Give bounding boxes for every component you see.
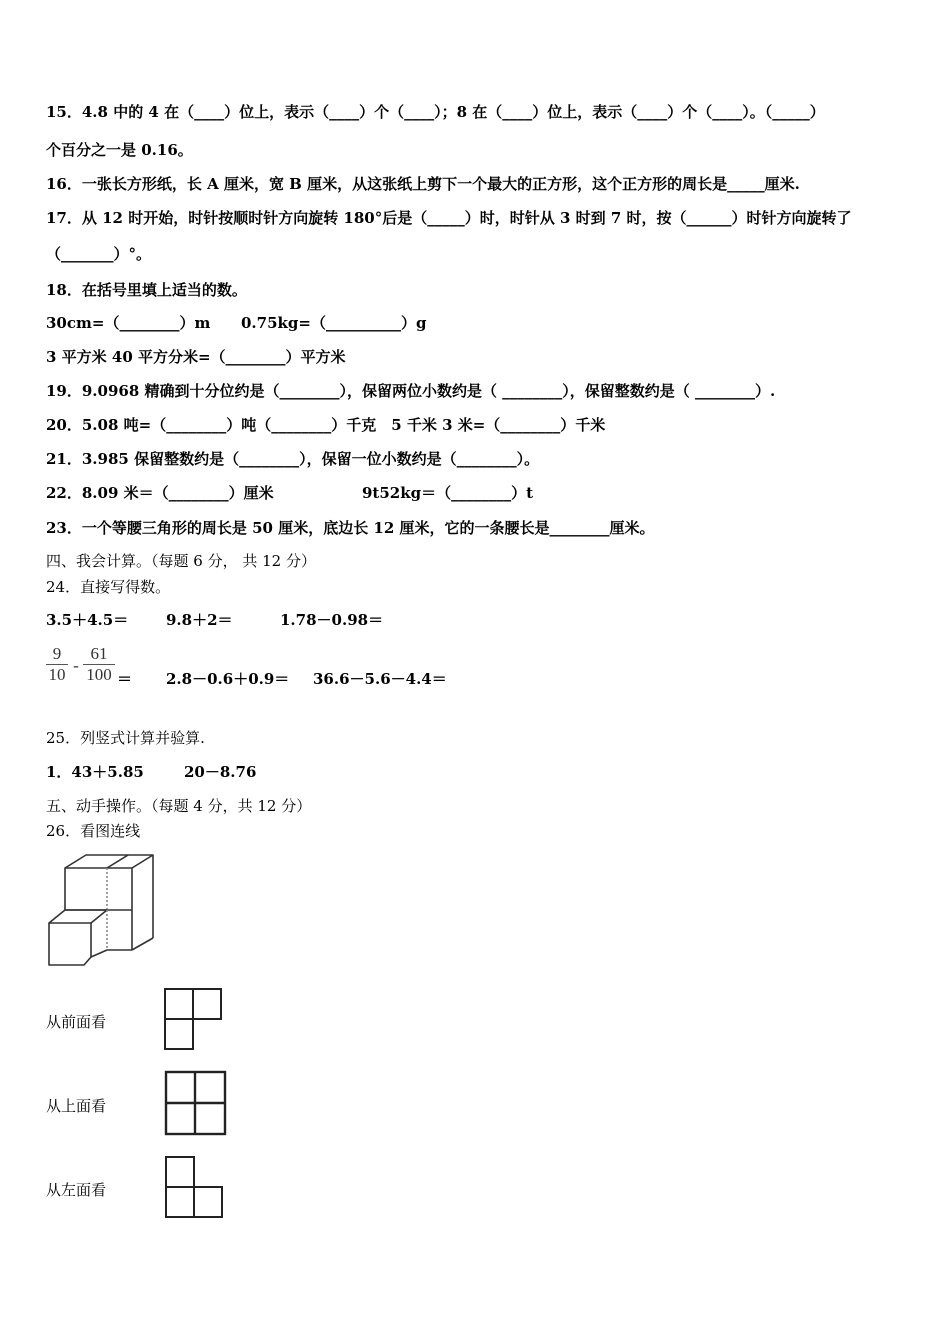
q25-item-2: 20－8.76 — [184, 763, 257, 781]
q25-item-1: 1．43＋5.85 — [46, 763, 144, 781]
q17-line2: （_______）°。 — [46, 245, 152, 263]
q20: 20．5.08 吨=（________）吨（________）千克 5 千米 3 米=（________）千米 — [46, 416, 606, 434]
q24-expr-1: 3.5＋4.5＝ — [46, 611, 129, 629]
section5-heading: 五、动手操作。（每题 4 分，共 12 分） — [46, 797, 312, 815]
q24-expr-2: 9.8＋2＝ — [166, 611, 233, 629]
fraction-denominator: 10 — [46, 664, 68, 685]
minus-sign: - — [73, 656, 79, 675]
q24-frac-equals: ＝ — [117, 670, 133, 688]
q24-expr-3: 1.78－0.98＝ — [280, 611, 384, 629]
q18-row1a: 30cm=（________）m — [46, 314, 211, 332]
top-view-diagram — [163, 1069, 229, 1139]
front-view-diagram — [162, 986, 226, 1054]
q18-row1b: 0.75kg=（__________）g — [241, 314, 427, 332]
q23: 23．一个等腰三角形的周长是 50 厘米，底边长 12 厘米，它的一条腰长是________厘米。 — [46, 519, 655, 537]
left-view-diagram — [163, 1154, 227, 1222]
view-label-top: 从上面看 — [46, 1097, 107, 1115]
q18-row2: 3 平方米 40 平方分米=（________）平方米 — [46, 348, 346, 366]
section4-heading: 四、我会计算。（每题 6 分， 共 12 分） — [46, 552, 316, 570]
fraction-numerator: 61 — [90, 644, 108, 663]
q15-line2: 个百分之一是 0.16。 — [46, 141, 193, 159]
q18-title: 18．在括号里填上适当的数。 — [46, 281, 247, 299]
q22b: 9t52kg＝（________）t — [362, 484, 534, 502]
q15-line1: 15．4.8 中的 4 在（____）位上，表示（____）个（____）；8 在（____）位上，表示（____）个（____）。（_____） — [46, 103, 825, 121]
q21: 21．3.985 保留整数约是（________），保留一位小数约是（________）。 — [46, 450, 540, 468]
cube-stack-figure — [44, 850, 160, 970]
fraction-denominator: 100 — [83, 664, 115, 685]
q24-title: 24．直接写得数。 — [46, 578, 171, 596]
q19: 19．9.0968 精确到十分位约是（________），保留两位小数约是（ ________），保留整数约是（ ________）. — [46, 382, 776, 400]
fraction-9-10 — [46, 644, 68, 685]
q24-expr-5: 2.8－0.6＋0.9＝ — [166, 670, 290, 688]
q26-title: 26．看图连线 — [46, 822, 141, 840]
fraction-numerator: 9 — [52, 644, 62, 663]
q22a: 22．8.09 米＝（________）厘米 — [46, 484, 274, 502]
q25-title: 25．列竖式计算并验算. — [46, 729, 205, 747]
q17-line1: 17．从 12 时开始，时针按顺时针方向旋转 180°后是（_____）时，时针从 3 时到 7 时，按（______）时针方向旋转了 — [46, 209, 852, 227]
view-label-left: 从左面看 — [46, 1181, 107, 1199]
fraction-61-100 — [83, 644, 115, 685]
q24-expr-6: 36.6－5.6－4.4＝ — [313, 670, 447, 688]
view-label-front: 从前面看 — [46, 1013, 107, 1031]
q16: 16．一张长方形纸，长 A 厘米，宽 B 厘米，从这张纸上剪下一个最大的正方形，这个正方形的周长是_____厘米. — [46, 175, 800, 193]
